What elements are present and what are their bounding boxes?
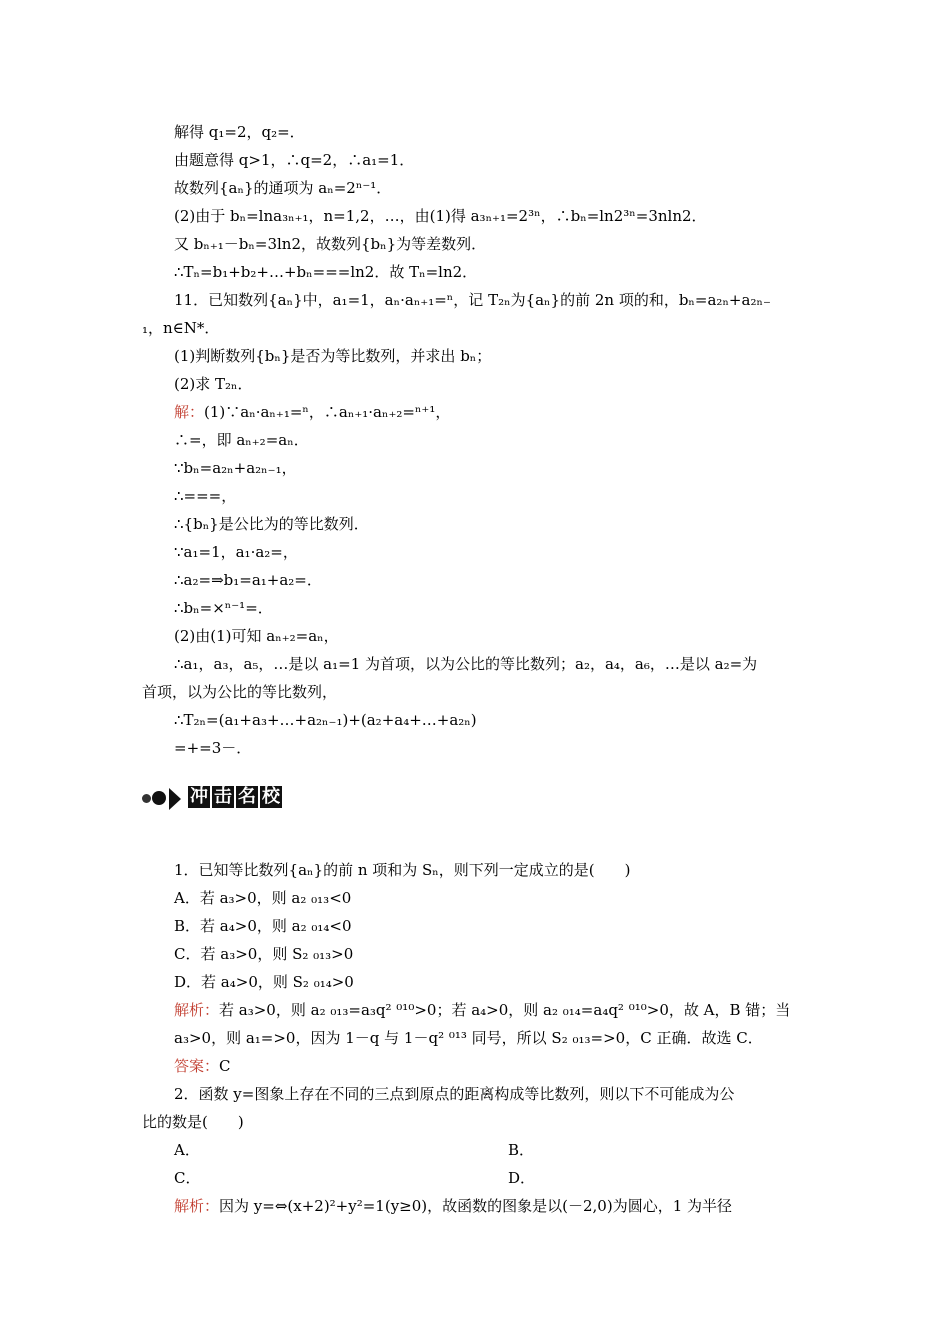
section-title-char: 校	[262, 786, 280, 807]
option-d: D．	[508, 1169, 536, 1187]
problem-1-line: 1．已知等比数列{aₙ}的前 n 项和为 Sₙ，则下列一定成立的是( )	[174, 861, 631, 879]
text-line: =+=3－．	[174, 739, 252, 757]
option-b: B．	[508, 1141, 535, 1159]
option-d: D．若 a₄>0，则 S₂ ₀₁₄>0	[174, 973, 354, 991]
section-title-char: 冲	[190, 786, 208, 807]
text-line: ∴a₂=⇒b₁=a₁+a₂=．	[174, 571, 322, 589]
text-line: ∵bₙ=a₂ₙ+a₂ₙ₋₁，	[174, 459, 297, 477]
text-line: 由题意得 q>1，∴q=2，∴a₁=1．	[174, 151, 415, 169]
arrow-right-icon	[169, 788, 181, 810]
text-line: (2)由于 bₙ=lna₃ₙ₊₁，n=1,2，…，由(1)得 a₃ₙ₊₁=2³ⁿ，∴bₙ=ln2³ⁿ=3nln2．	[174, 207, 707, 225]
problem-11-line: 11．已知数列{aₙ}中，a₁=1，aₙ·aₙ₊₁=ⁿ，记 T₂ₙ为{aₙ}的前 2n 项的和，bₙ=a₂ₙ+a₂ₙ₋	[174, 291, 771, 309]
problem-2-line: 2．函数 y=图象上存在不同的三点到原点的距离构成等比数列，则以下不可能成为公	[174, 1085, 735, 1103]
option-c: C．	[174, 1169, 201, 1187]
analysis-line: 解析：因为 y=⇔(x+2)²+y²=1(y≥0)，故函数的图象是以(－2,0)为圆心，1 为半径	[174, 1197, 733, 1215]
bullet-large-dot-icon	[152, 791, 166, 805]
answer-line: 答案：C	[174, 1057, 231, 1075]
text-line: a₃>0，则 a₁=>0，因为 1－q 与 1－q² ⁰¹³ 同号，所以 S₂ ₀₁₃=>0，C 正确．故选 C．	[174, 1029, 763, 1047]
section-title-char: 击	[214, 786, 232, 807]
text-line: 又 bₙ₊₁－bₙ=3ln2，故数列{bₙ}为等差数列．	[174, 235, 487, 253]
analysis-line: 解析：若 a₃>0，则 a₂ ₀₁₃=a₃q² ⁰¹⁰>0；若 a₄>0，则 a₂ ₀₁₄=a₄q² ⁰¹⁰>0，故 A，B 错；当	[174, 1001, 791, 1019]
section-title-char: 名	[238, 786, 256, 807]
section-title	[188, 786, 282, 808]
option-a: A．	[174, 1141, 200, 1159]
text-line: ∴T₂ₙ=(a₁+a₃+…+a₂ₙ₋₁)+(a₂+a₄+…+a₂ₙ)	[174, 711, 477, 729]
text-line: ∴a₁，a₃，a₅，…是以 a₁=1 为首项，以为公比的等比数列；a₂，a₄，a₆，…是以 a₂=为	[174, 655, 758, 673]
text-line: 故数列{aₙ}的通项为 aₙ=2ⁿ⁻¹．	[174, 179, 392, 197]
text-line: (2)求 T₂ₙ．	[174, 375, 253, 393]
option-a: A．若 a₃>0，则 a₂ ₀₁₃<0	[174, 889, 352, 907]
text-line: ∵a₁=1，a₁·a₂=，	[174, 543, 298, 561]
option-c: C．若 a₃>0，则 S₂ ₀₁₃>0	[174, 945, 354, 963]
text-line: ∴=，即 aₙ₊₂=aₙ．	[174, 431, 309, 449]
bullet-small-dot-icon	[142, 794, 151, 803]
section-banner	[142, 786, 302, 812]
text-line: ∴bₙ=×ⁿ⁻¹=．	[174, 599, 273, 617]
option-b: B．若 a₄>0，则 a₂ ₀₁₄<0	[174, 917, 352, 935]
text-line: ₁，n∈N*．	[142, 319, 220, 337]
text-line: ∴Tₙ=b₁+b₂+…+bₙ===ln2．故 Tₙ=ln2．	[174, 263, 478, 281]
text-line: 解得 q₁=2，q₂=．	[174, 123, 305, 141]
text-line: 比的数是( )	[142, 1113, 244, 1131]
solution-line: 解：(1)∵aₙ·aₙ₊₁=ⁿ，∴aₙ₊₁·aₙ₊₂=ⁿ⁺¹，	[174, 403, 451, 421]
text-line: ∴{bₙ}是公比为的等比数列．	[174, 515, 369, 533]
text-line: 首项，以为公比的等比数列，	[142, 683, 338, 701]
text-line: ∴===，	[174, 487, 237, 505]
text-line: (1)判断数列{bₙ}是否为等比数列，并求出 bₙ；	[174, 347, 492, 365]
text-line: (2)由(1)可知 aₙ₊₂=aₙ，	[174, 627, 339, 645]
